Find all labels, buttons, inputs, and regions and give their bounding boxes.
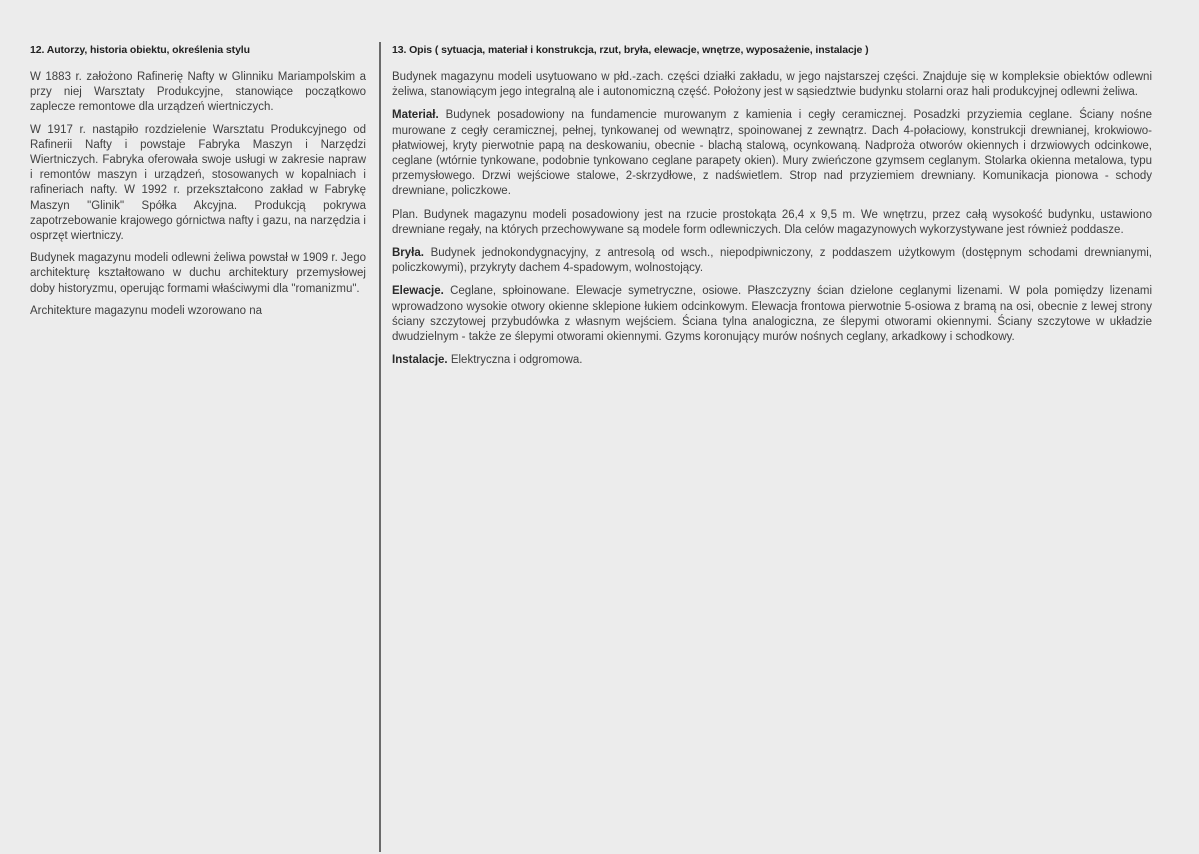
section-label: Elewacje. bbox=[392, 285, 444, 298]
section-instalacje bbox=[392, 353, 1152, 368]
section-plan bbox=[392, 208, 1152, 238]
section-text: Elektryczna i odgromowa. bbox=[447, 354, 583, 367]
history-paragraph: Budynek magazynu modeli odlewni żeliwa powstał w 1909 r. Jego architekturę kształtowano w duchu architektury przemysłowej doby historyzmu, operując formami właściwymi dla "romanizmu". bbox=[30, 252, 366, 295]
section-material bbox=[392, 108, 1152, 199]
description-heading: 13. Opis ( sytuacja, materiał i konstrukcja, rzut, bryła, elewacje, wnętrze, wyposażenie, instalacje ) bbox=[392, 44, 869, 56]
section-label: Instalacje. bbox=[392, 354, 448, 367]
history-paragraph: Architekture magazynu modeli wzorowano na bbox=[30, 304, 263, 317]
history-paragraph: W 1883 r. założono Rafinerię Nafty w Glinniku Mariampolskim a przy niej Warsztaty Produkcyjne, stanowiące początkowo zaplecze remontowe dla urządzeń wiertniczych. bbox=[30, 71, 366, 114]
section-elewacje bbox=[392, 284, 1152, 345]
intro-paragraph: Budynek magazynu modeli usytuowano w płd.-zach. części działki zakładu, w jego najstarszej części. Znajduje się w kompleksie obiektów odlewni żeliwa, stanowiącym jego integralną ale i autonomiczną część. Położony jest w sąsiedztwie budynku stolarni oraz hali produkcyjnej odlewni żeliwa. bbox=[392, 71, 1152, 99]
history-heading: 12. Autorzy, historia obiektu, określenia stylu bbox=[30, 44, 250, 56]
history-column bbox=[30, 44, 366, 326]
section-text: Ceglane, spłoinowane. Elewacje symetryczne, osiowe. Płaszczyzny ścian dzielone ceglanymi lizenami. W pola pomiędzy lizenami wprowadzono wysokie otwory okienne sklepione łukiem odcinkowym. Elewacja frontowa pierwotnie 5-osiowa z bramą na osi, obecnie z lewej strony ściany szczytowej przybudówka z własnym wejściem. Ściana tylna analogiczna, ze ślepymi otworami okiennymi. Ściany szczytowe w układzie dwudzielnym - także ze ślepymi otworami okiennymi. Gzyms koronujący murów nośnych ceglany, arkadkowy i schodkowy. bbox=[392, 285, 1152, 344]
section-text: Budynek posadowiony na fundamencie murowanym z kamienia i cegły ceramicznej. Posadzki przyziemia ceglane. Ściany nośne murowane z cegły ceramicznej, pełnej, tynkowanej od wewnątrz, spoinowanej z zewnątrz. Dach 4-połaciowy, konstrukcji drewnianej, krokwiowo-płatwiowej, kryty pierwotnie papą na deskowaniu, obecnie - blachą stalową, ocynkowaną. Nadproża otworów okiennych i drzwiowych odcinkowe, ceglane (wtórnie tynkowane, podobnie tynkowano ceglane parapety okien). Mury zwieńczone gzymsem ceglanym. Stolarka okienna metalowa, typu przemysłowego. Drzwi wejściowe stalowe, 2-skrzydłowe, z nadświetlem. Strop nad przyziemiem drewniany. Komunikacja pionowa - schody drewniane, policzkowe. bbox=[392, 109, 1152, 198]
column-divider bbox=[379, 42, 381, 852]
section-text: Plan. Budynek magazynu modeli posadowiony jest na rzucie prostokąta 26,4 x 9,5 m. We wnętrzu, przez całą wysokość budynku, ustawiono drewniane regały, na których przechowywane są modele form odlewniczych. Dla celów magazynowych wykorzystywane jest również poddasze. bbox=[392, 208, 1152, 236]
section-bryla bbox=[392, 246, 1152, 276]
section-label: Materiał. bbox=[392, 109, 439, 122]
section-text: Budynek jednokondygnacyjny, z antresolą od wsch., niepodpiwniczony, z poddaszem użytkowym (dostępnym schodami drewnianymi, policzkowymi), przykryty dachem 4-spadowym, wolnostojący. bbox=[392, 247, 1152, 275]
history-paragraph: W 1917 r. nastąpiło rozdzielenie Warsztatu Produkcyjnego od Rafinerii Nafty i powstaje Fabryka Maszyn i Narzędzi Wiertniczych. Fabryka oferowała swoje usługi w zakresie napraw i remontów maszyn i urządzeń, stosowanych w kopalniach i rafineriach nafty. W 1992 r. przekształcono zakład w Fabrykę Maszyn "Glinik" Spółka Akcyjna. Produkcją pokrywa zapotrzebowanie krajowego górnictwa nafty i gazu, na narzędzia i osprzęt wiertniczy. bbox=[30, 123, 366, 243]
section-label: Bryła. bbox=[392, 247, 424, 260]
description-column bbox=[392, 44, 1152, 376]
